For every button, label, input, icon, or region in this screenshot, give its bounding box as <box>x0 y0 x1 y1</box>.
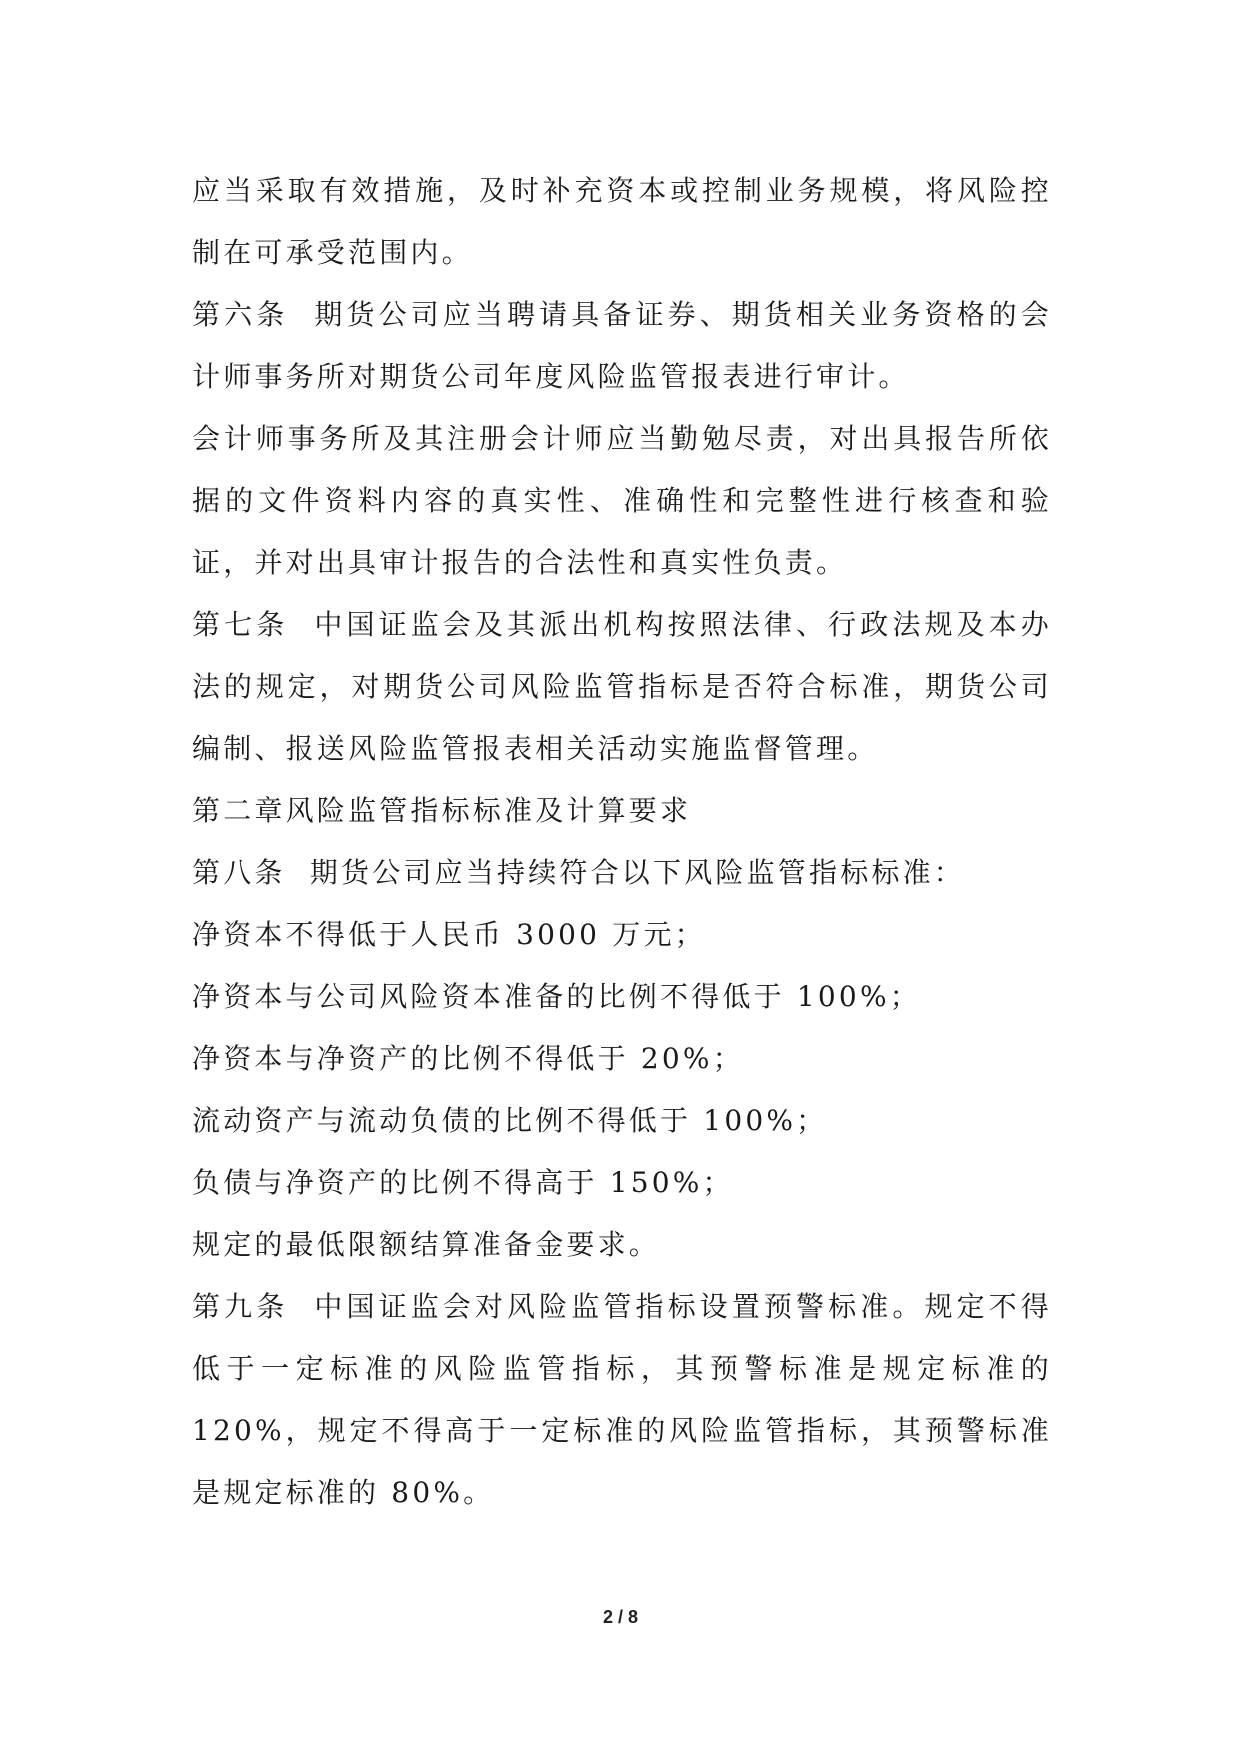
chapter-heading: 第二章风险监管指标标准及计算要求 <box>192 794 692 827</box>
document-body <box>192 160 1065 1524</box>
page-number: 2 / 8 <box>602 1607 639 1627</box>
paragraph-article-8: 第八条 期货公司应当持续符合以下风险监管指标标准： <box>192 856 966 889</box>
list-item-net-capital: 净资本不得低于人民币 3000 万元； <box>192 918 706 951</box>
list-item-liability-ratio: 负债与净资产的比例不得高于 150%； <box>192 1166 734 1199</box>
paragraph-continuation: 应当采取有效措施，及时补充资本或控制业务规模，将风险控制在可承受范围内。 <box>192 174 1052 269</box>
list-item-settlement-reserve: 规定的最低限额结算准备金要求。 <box>192 1228 661 1261</box>
paragraph-article-7: 第七条 中国证监会及其派出机构按照法律、行政法规及本办法的规定，对期货公司风险监管指标是否符合标准，期货公司编制、报送风险监管报表相关活动实施监督管理。 <box>192 608 1052 765</box>
list-item-current-ratio: 流动资产与流动负债的比例不得低于 100%； <box>192 1104 828 1137</box>
paragraph-article-9: 第九条 中国证监会对风险监管指标设置预警标准。规定不得低于一定标准的风险监管指标，其预警标准是规定标准的 120%，规定不得高于一定标准的风险监管指标，其预警标准是规定标准的 80%。 <box>192 1290 1065 1509</box>
list-item-net-assets-ratio: 净资本与净资产的比例不得低于 20%； <box>192 1042 744 1075</box>
paragraph-article-6: 第六条 期货公司应当聘请具备证券、期货相关业务资格的会计师事务所对期货公司年度风险监管报表进行审计。 <box>192 298 1052 393</box>
list-item-risk-reserve-ratio: 净资本与公司风险资本准备的比例不得低于 100%； <box>192 980 921 1013</box>
paragraph-accounting-firm: 会计师事务所及其注册会计师应当勤勉尽责，对出具报告所依据的文件资料内容的真实性、准确性和完整性进行核查和验证，并对出具审计报告的合法性和真实性负责。 <box>192 422 1052 579</box>
